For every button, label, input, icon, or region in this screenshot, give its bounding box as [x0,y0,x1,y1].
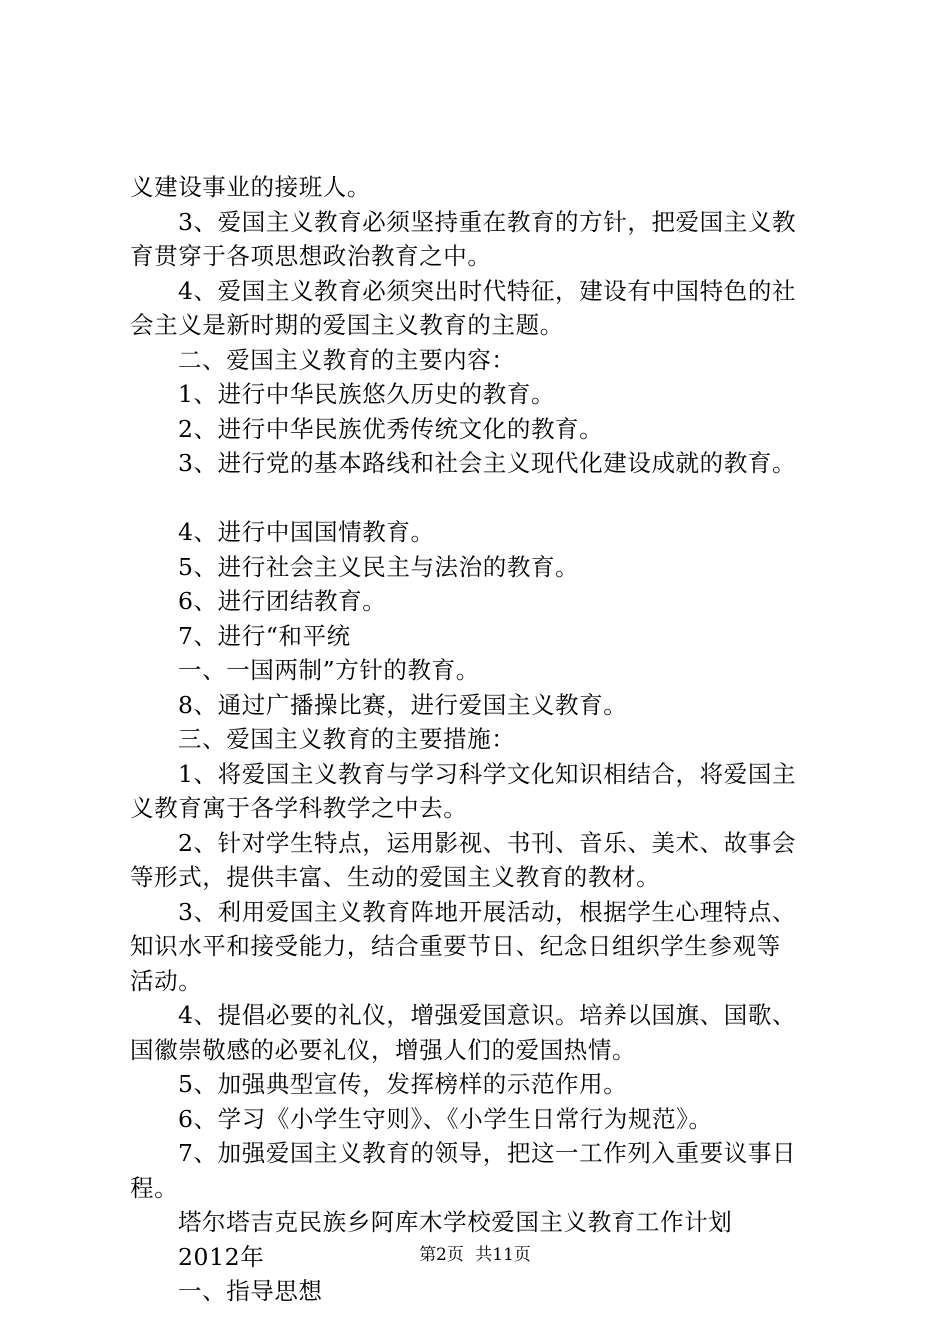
text-line: 4、提倡必要的礼仪，增强爱国意识。培养以国旗、国歌、 [178,1001,797,1029]
page-footer [0,1243,950,1267]
text-line: 3、爱国主义教育必须坚持重在教育的方针，把爱国主义教 [178,207,797,236]
section-heading: 二、爱国主义教育的主要内容： [178,345,516,374]
blank-line [130,481,830,516]
text-line: 会主义是新时期的爱国主义教育的主题。 [130,311,564,339]
text-line: 1、将爱国主义教育与学习科学文化知识相结合，将爱国主 [178,759,797,788]
text-line: 程。 [130,1173,179,1202]
text-line: 1、进行中华民族悠久历史的教育。 [178,380,556,408]
text-line: 知识水平和接受能力，结合重要节日、纪念日组织学生参观等 [130,932,781,960]
text-line: 等形式，提供丰富、生动的爱国主义教育的教材。 [130,863,661,891]
text-line: 育贯穿于各项思想政治教育之中。 [130,242,492,270]
text-line: 7、进行“和平统 [178,621,351,650]
text-line: 6、学习《小学生守则》、《小学生日常行为规范》。 [178,1104,713,1133]
text-line: 3、进行党的基本路线和社会主义现代化建设成就的教育。 [178,449,797,477]
text-line: 国徽崇敬感的必要礼仪，增强人们的爱国热情。 [130,1035,637,1064]
text-line: 4、爱国主义教育必须突出时代特征，建设有中国特色的社 [178,276,797,305]
section-heading: 一、指导思想 [178,1277,323,1305]
text-line: 一、一国两制”方针的教育。 [178,656,480,684]
section-heading: 三、爱国主义教育的主要措施： [178,725,516,753]
text-line: 5、进行社会主义民主与法治的教育。 [178,552,580,581]
text-line: 3、利用爱国主义教育阵地开展活动，根据学生心理特点、 [178,897,797,926]
page-number: 第2页 [419,1245,464,1265]
text-line: 5、加强典型宣传，发挥榜样的示范作用。 [178,1070,628,1098]
text-line: 2、进行中华民族优秀传统文化的教育。 [178,414,604,443]
text-line: 活动。 [130,966,203,995]
document-title: 塔尔塔吉克民族乡阿库木学校爱国主义教育工作计划 [178,1208,733,1236]
text-line: 4、进行中国国情教育。 [178,518,435,546]
text-line: 8、通过广播操比赛，进行爱国主义教育。 [178,690,628,719]
text-line: 义教育寓于各学科教学之中去。 [130,794,468,822]
text-line: 2、针对学生特点，运用影视、书刊、音乐、美术、故事会 [178,828,797,857]
text-line: 6、进行团结教育。 [178,587,387,615]
text-line: 义建设事业的接班人。 [130,173,371,201]
page-total: 共11页 [475,1245,531,1265]
text-line: 7、加强爱国主义教育的领导，把这一工作列入重要议事日 [178,1139,797,1167]
document-body [130,170,830,1309]
document-year: 2012年 [178,1242,265,1271]
